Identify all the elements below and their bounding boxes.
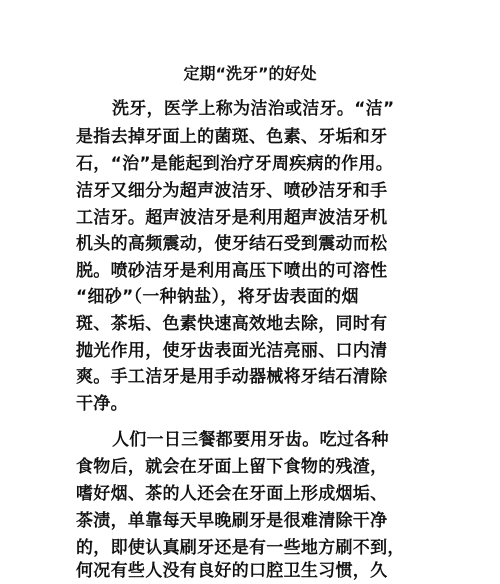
text-line: 嗜好烟、茶的人还会在牙面上形成烟垢、: [76, 484, 388, 504]
text-line: 干净。: [76, 394, 128, 414]
text-line: 洗牙，医学上称为洁治或洁牙。“洁”: [112, 99, 395, 119]
text-line: 茶渍，单靠每天早晚刷牙是很难清除干净: [76, 511, 388, 531]
text-line: 的，即使认真刷牙还是有一些地方刷不到，: [76, 538, 405, 558]
text-line: 抛光作用，使牙齿表面光洁亮丽、口内清: [76, 341, 388, 361]
text-line: “细砂”（一种钠盐），将牙齿表面的烟: [76, 287, 359, 307]
text-line: 是指去掉牙面上的菌斑、色素、牙垢和牙: [76, 127, 388, 147]
text-line: 脱。喷砂洁牙是利用高压下喷出的可溶性: [76, 261, 388, 281]
text-line: 斑、茶垢、色素快速高效地去除，同时有: [76, 314, 388, 334]
text-line: 何况有些人没有良好的口腔卫生习惯，久: [76, 561, 388, 581]
text-line: 工洁牙。超声波洁牙是利用超声波洁牙机: [76, 208, 388, 228]
text-line: 洁牙又细分为超声波洁牙、喷砂洁牙和手: [76, 181, 388, 201]
document-title: 定期“洗牙”的好处: [183, 64, 317, 83]
text-line: 食物后，就会在牙面上留下食物的残渣，: [76, 457, 388, 477]
text-line: 石，“治”是能起到治疗牙周疾病的作用。: [76, 154, 394, 174]
text-line: 机头的高频震动，使牙结石受到震动而松: [76, 234, 388, 254]
text-line: 人们一日三餐都要用牙齿。吃过各种: [112, 430, 389, 450]
text-line: 爽。手工洁牙是用手动器械将牙结石清除: [76, 367, 388, 387]
